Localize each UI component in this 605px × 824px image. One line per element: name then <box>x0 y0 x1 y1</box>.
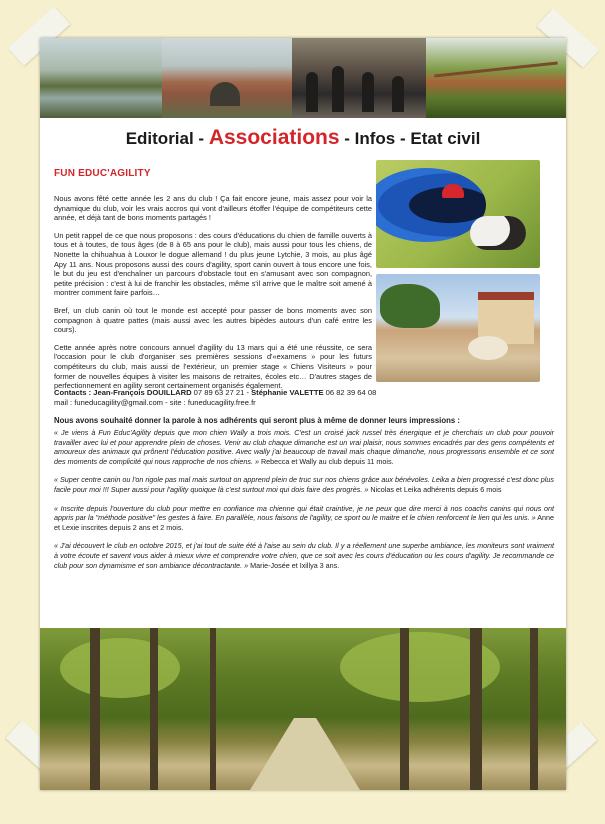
title-right: - Infos - Etat civil <box>339 129 481 148</box>
bridge-photo <box>162 38 292 118</box>
contact-phone-2: 06 82 39 64 08 <box>323 388 377 397</box>
testimony <box>54 541 554 570</box>
footbridge-photo <box>426 38 566 118</box>
testimony-author: Marie-Josée et Ixillya 3 ans. <box>248 560 340 570</box>
testimonies-heading: Nous avons souhaité donner la parole à nos adhérents qui seront plus à même de donner leurs impressions : <box>54 416 460 425</box>
crowd-photo <box>292 38 426 118</box>
town-square-photo <box>376 274 540 382</box>
page-title <box>40 126 566 150</box>
testimony-author: Rebecca et Wally au club depuis 11 mois. <box>258 456 394 466</box>
section-title: FUN EDUC'AGILITY <box>54 168 151 179</box>
article-paragraph: Bref, un club canin où tout le monde est accepté pour passer de bons moments avec son compagnon à quatre pattes (mais aussi avec les autres bipèdes autours d'un café entre les cours). <box>54 305 372 335</box>
testimony-quote: « Super centre canin ou l'on rigole pas mal mais surtout on apprend plein de truc sur nos chiens grâce aux bénévoles. Leika a bien progressé c'est donc plus facile pour moi !!! Super aussi pour l'agility quoique là c'est surtout moi qui dois faire des progrès. » <box>54 475 554 494</box>
testimony-quote: « Inscrite depuis l'ouverture du club pour mettre en confiance ma chienne qui était craintive, je ne peux que dire merci à nos coachs canins qui nous ont appris par la "méthode positive" les gestes à faire. En parallèle, nous faisons de l'agility, ce sport ou le maitre et le chien renforcent le lien qui les unis. » <box>54 503 554 523</box>
contact-mail-site: mail : funeducagility@gmail.com - site : funeducagility.free.fr <box>54 398 256 407</box>
contacts-block <box>54 388 554 408</box>
contact-name-1: Jean-François DOUILLARD <box>93 388 192 397</box>
magazine-page <box>40 38 566 790</box>
article-paragraph: Cette année après notre concours annuel d'agility du 13 mars qui a été une réussite, ce sera l'occasion pour le club d'organiser ses premières sessions d'«examens » pour les futurs compétiteurs du club, mais aussi de l'extérieur, un premier stage « Chiens Visiteurs » pour former de nouvelles équipes à visiter les maisons de retraites, écoles etc… D'autres stages de perfectionnement en agility seront certainement organisés également. <box>54 342 372 391</box>
contact-name-2: Stéphanie VALETTE <box>251 388 324 397</box>
testimony-quote: « Je viens à Fun Educ'Agility depuis que mon chien Wally a trois mois. C'est un croisé jack russel très énergique et je cherchais un club pour pouvoir travailler avec lui et pour apprendre plein de choses. Venir au club chaque dimanche est un vrai plaisir, nous sommes encadrés par des gens compétents et amoureux des animaux qui prônent l'éducation positive. Avec wally j'ai beaucoup de travail mais chaque dimanche, nous progressons ensemble et ce sont des moments de complicité qui nous rapproche de nos chiens. » <box>54 428 554 466</box>
title-left: Editorial - <box>125 129 209 148</box>
header-photo-strip <box>40 38 566 118</box>
testimony <box>54 475 554 494</box>
testimony <box>54 428 554 466</box>
forest-path-photo <box>40 628 566 790</box>
article-paragraph: Un petit rappel de ce que nous proposons : des cours d'éducations du chien de famille ouverts à tous et à toutes, de tous âges (de 8 à 65 ans pour le club), mais aussi pour tous les chiens, de Nonette la chihuahua à Louxor le dogue allemand ! du plus jeune Lytchie, 3 mois, au plus âgé Apy 11 ans. Nous proposons aussi des cours d'agility, sport canin ouvert à tous encore une fois, le but du jeu est d'enchaîner un parcours d'obstacle tout en s'amusant avec son compagnon, petite précision : c'est à lui de franchir les obstacles, même s'il arrive que le maître soit amené à montrer comment faire parfois… <box>54 230 372 298</box>
contact-phone-1: 07 89 63 27 21 - <box>191 388 252 397</box>
testimony-author: Anne et Lexie inscrites depuis 2 ans et 2 mois. <box>54 513 554 532</box>
testimony-author: Nicolas et Leika adhérents depuis 6 mois <box>368 484 502 494</box>
title-highlight: Associations <box>208 126 340 149</box>
article-paragraph: Nous avons fêté cette année les 2 ans du club ! Ça fait encore jeune, mais assez pour voir la dynamique du club, voir les vrais accros qui vont d'ailleurs étoffer l'équipe de compétiteurs cette année, et déjà tant de bons moments partagés ! <box>54 194 372 223</box>
article-body <box>54 194 372 399</box>
canal-photo <box>40 38 162 118</box>
agility-dog-photo <box>376 160 540 268</box>
testimony <box>54 504 554 533</box>
contacts-label: Contacts : <box>54 388 94 397</box>
testimony-quote: « J'ai découvert le club en octobre 2015, et j'ai tout de suite été à l'aise au sein du club. Il y a réellement une superbe ambiance, les moniteurs sont vraiment à votre écoute et savent vous aider à mieux vivre et comprendre votre chien, que ce soit avec les cours d'éducation ou les cours d'agility. Je recommande ce club pour son dynamisme et son ambiance décontractante. » <box>54 541 554 570</box>
testimonies-list <box>54 428 554 579</box>
